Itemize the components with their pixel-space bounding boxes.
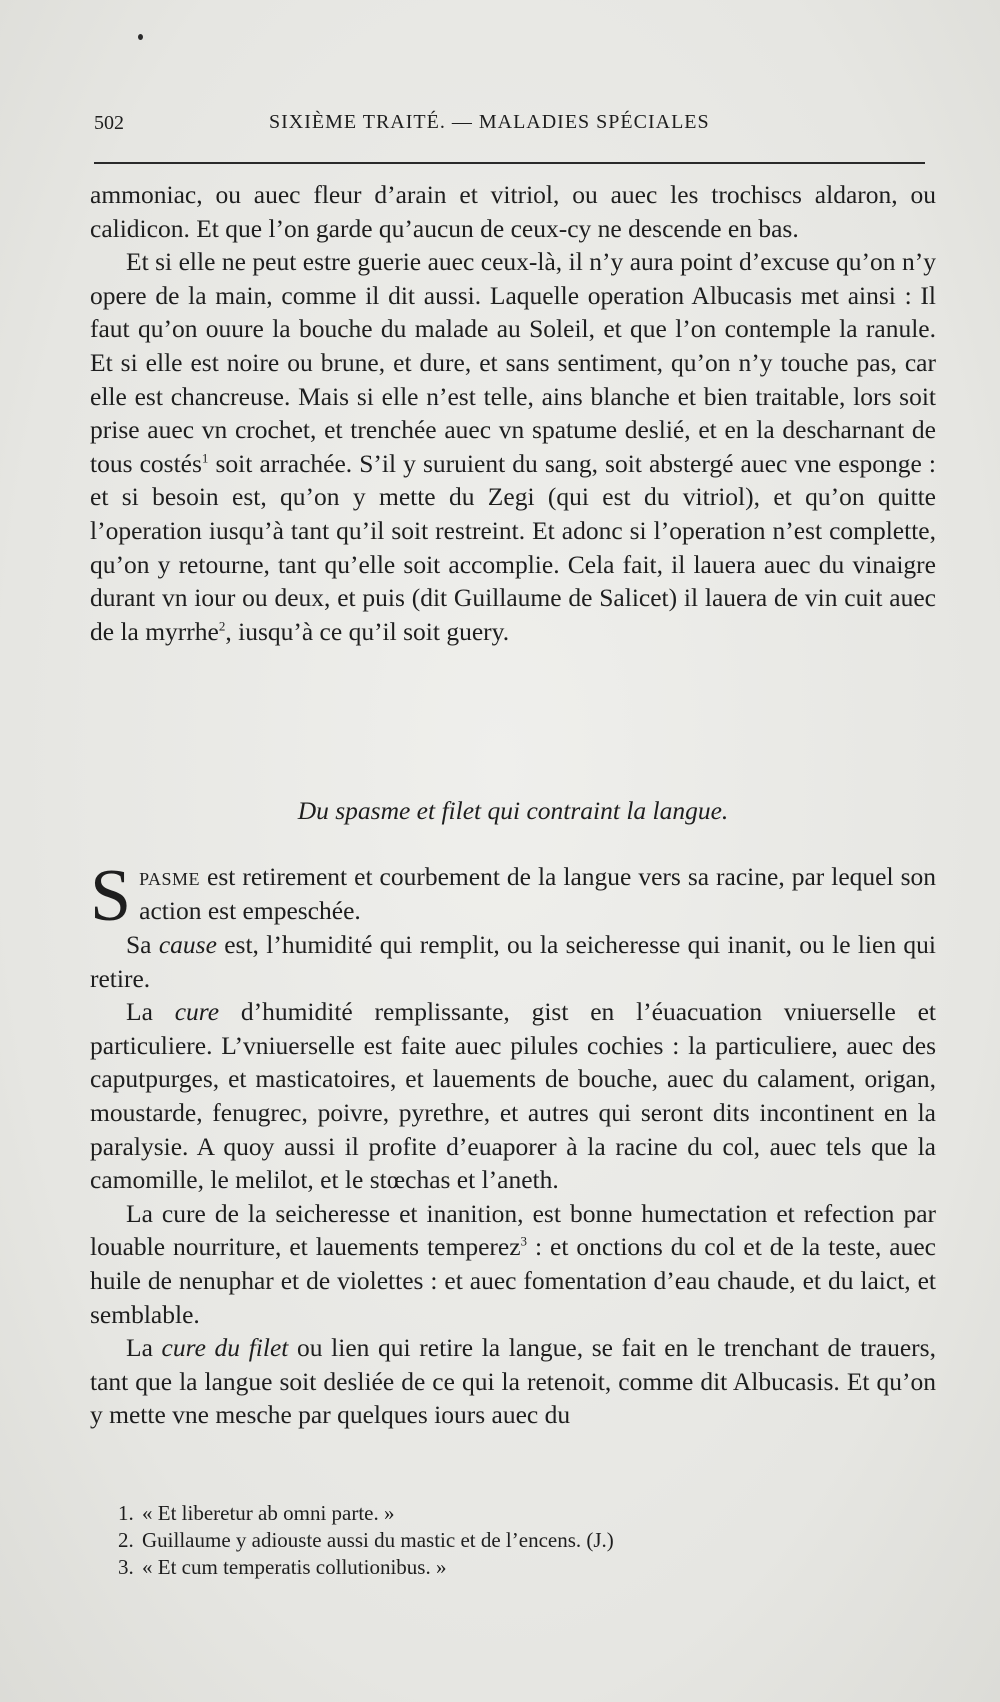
paragraph-text: d’humidité remplissante, gist en l’éuacuation vniuerselle et particuliere. L’vniuerselle est faite auec pilules cochies : la particuliere, auec des caputpurges, et masticatoires, et lauements de bouche, auec du calament, origan, moustarde, fenugrec, poivre, pyrethre, et autres qui seront dits incontinent en la paralysie. A quoy aussi il profite d’euaporer à la racine du col, auec tels que la camomille, le melilot, et le stœchas et l’aneth. bbox=[90, 997, 936, 1195]
paragraph bbox=[90, 928, 936, 995]
footnote-ref: 3 bbox=[520, 1233, 528, 1249]
footnote-number: 3. bbox=[118, 1555, 134, 1579]
paragraph-text: : et onctions du col et de la teste, auec huile de nenuphar et de violettes : et auec fomentation d’eau chaude, et du laict, et semblable. bbox=[90, 1232, 936, 1329]
footnote-text: « Et cum temperatis collutionibus. » bbox=[142, 1555, 447, 1579]
paragraph: ammoniac, ou auec fleur d’arain et vitriol, ou auec les trochiscs aldaron, ou calidicon. Et que l’on garde qu’aucun de ceux-cy ne descende en bas. bbox=[90, 180, 936, 243]
footnote-number: 1. bbox=[118, 1501, 134, 1525]
paragraph bbox=[90, 995, 936, 1197]
footnote-text: Guillaume y adiouste aussi du mastic et de l’encens. (J.) bbox=[142, 1528, 614, 1552]
footnote-ref: 2 bbox=[218, 618, 226, 634]
paragraph-text: Sa bbox=[126, 930, 159, 959]
footnote-number: 2. bbox=[118, 1528, 134, 1552]
paragraph bbox=[90, 245, 936, 648]
footnote bbox=[118, 1500, 918, 1527]
paragraph-text: Et si elle ne peut estre guerie auec ceux-là, il n’y aura point d’excuse qu’on n’y opere de la main, comme il dit aussi. Laquelle operation Albucasis met ainsi : Il faut qu’on ouure la bouche du malade au Soleil, et que l’on contemple la ranule. Et si elle est noire ou brune, et dure, et sans sentiment, qu’on n’y touche pas, car elle est chancreuse. Mais si elle n’est telle, ains blanche et bien traitable, lors soit prise auec vn crochet, et trenchée auec vn spatume deslié, et en la descharnant de tous costés bbox=[90, 247, 936, 478]
body-text bbox=[90, 178, 936, 648]
page-number: 502 bbox=[94, 112, 124, 134]
footnote-text: « Et liberetur ab omni parte. » bbox=[142, 1501, 395, 1525]
ink-speck bbox=[138, 34, 143, 40]
italic-term: cure bbox=[174, 997, 220, 1027]
paragraph-text: La cure de la seicheresse et inanition, est bonne humectation et refection par louable nourriture, et lauements temperez bbox=[90, 1198, 936, 1262]
italic-term: cure du filet bbox=[161, 1333, 289, 1363]
section-title: Du spasme et filet qui contraint la langue. bbox=[297, 796, 729, 825]
footnotes bbox=[118, 1500, 918, 1581]
paragraph-text: La bbox=[126, 1333, 162, 1363]
footnote bbox=[118, 1527, 918, 1554]
paragraph-text: ou lien qui retire la langue, se fait en le trenchant de trauers, tant que la langue soit desliée de ce qui la retenoit, comme dit Albucasis. Et qu’on y mette vne mesche par quelques iours auec du bbox=[90, 1333, 936, 1430]
italic-term: cause bbox=[158, 930, 217, 959]
paragraph bbox=[90, 1197, 936, 1331]
footnote bbox=[118, 1554, 918, 1581]
paragraph-text: est, l’humidité qui remplit, ou la seicheresse qui inanit, ou le lien qui retire. bbox=[90, 930, 936, 993]
paragraph-text: soit arrachée. S’il y suruient du sang, soit abstergé auec vne esponge : et si besoin est, qu’on y mette du Zegi (qui est du vitriol), et qu’on quitte l’operation iusqu’à tant qu’il soit restreint. Et adonc si l’operation n’est complette, qu’on y retourne, tant qu’elle soit accomplie. Cela fait, il lauera auec du vinaigre durant vn iour ou deux, et puis (dit Guillaume de Salicet) il lauera de vin cuit auec de la myrrhe bbox=[90, 448, 936, 646]
header-rule bbox=[94, 162, 925, 164]
footnote-ref: 1 bbox=[201, 450, 209, 466]
paragraph-text: , iusqu’à ce qu’il soit guery. bbox=[225, 616, 510, 646]
running-head bbox=[94, 108, 924, 138]
drop-cap: S bbox=[90, 855, 132, 937]
lead-word: pasme bbox=[139, 862, 201, 891]
paragraph-text: La bbox=[126, 997, 175, 1027]
section-body bbox=[90, 855, 936, 1432]
running-title: SIXIÈME TRAITÉ. — MALADIES SPÉCIALES bbox=[269, 111, 710, 133]
paragraph bbox=[90, 855, 936, 937]
paragraph bbox=[90, 1331, 936, 1432]
paragraph-text: est retirement et courbement de la langue vers sa racine, par lequel son action est empeschée. bbox=[139, 862, 936, 925]
